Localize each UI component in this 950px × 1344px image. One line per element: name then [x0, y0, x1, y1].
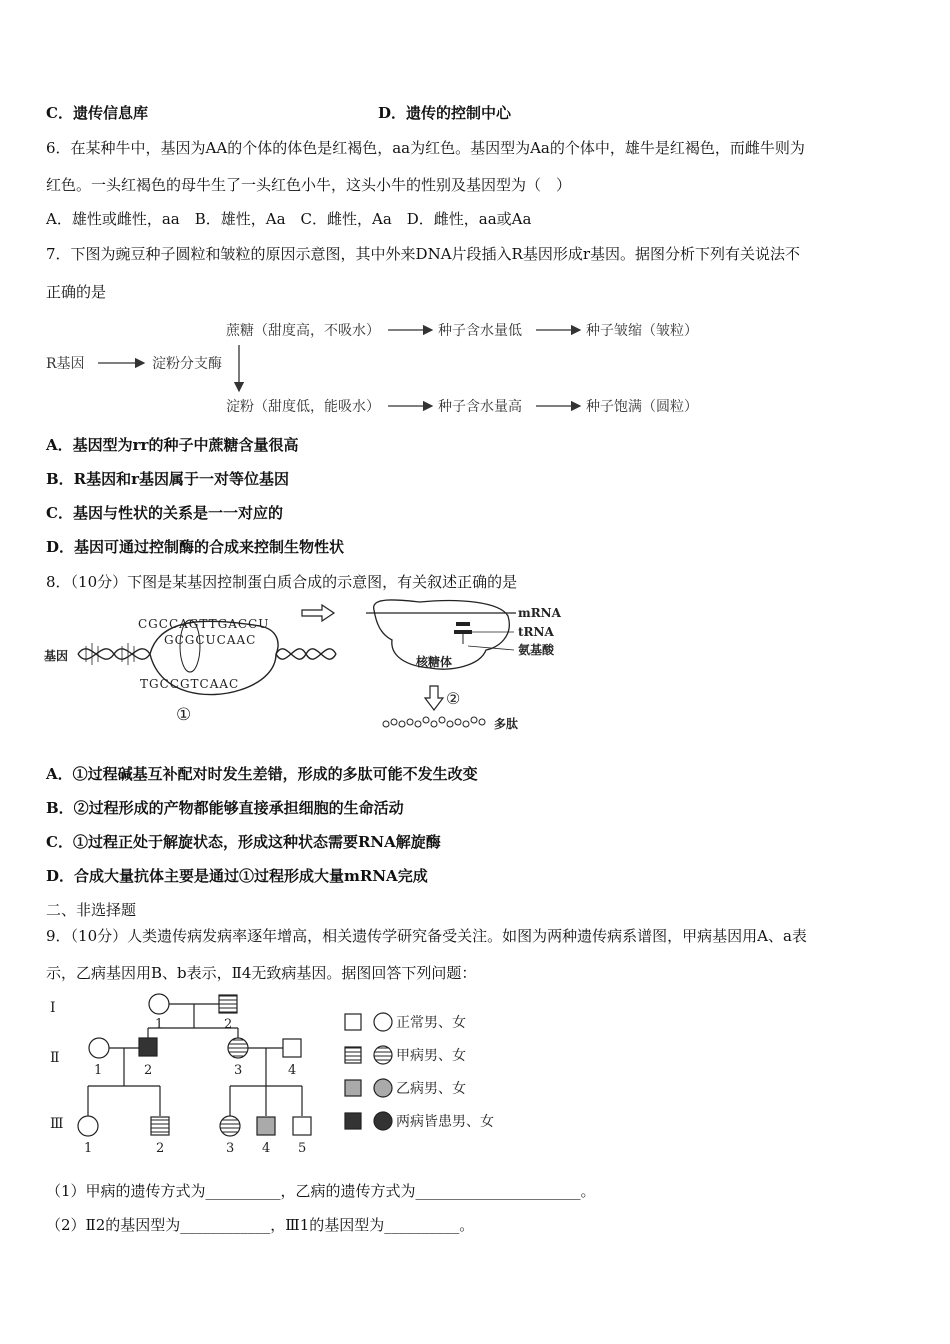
gen-3-label: Ⅲ [50, 1116, 64, 1132]
q7-wrinkled: 种子皱缩（皱粒） [586, 323, 698, 339]
II2-number: 2 [144, 1063, 153, 1078]
legend-both-male [345, 1113, 361, 1129]
q5-option-c: C．遗传信息库 [46, 104, 148, 122]
q7-round: 种子饱满（圆粒） [586, 399, 698, 415]
q6-stem-line2: 红色。一头红褐色的母牛生了一头红色小牛，这头小牛的性别及基因型为（ ） [46, 176, 572, 194]
II1-female-normal [89, 1038, 109, 1058]
q6-stem-line1: 6．在某种牛中，基因为AA的个体的体色是红褐色，aa为红色。基因型为Aa的个体中，雄牛是红褐色，而雌牛则为 [46, 139, 805, 157]
q8-step2: ② [446, 689, 461, 708]
q8-step1: ① [176, 705, 192, 725]
q9-pedigree [40, 990, 540, 1160]
legend-disease-a-label: 甲病男、女 [396, 1048, 466, 1064]
q7-stem-line2: 正确的是 [46, 283, 107, 301]
peptide-chain-icon [383, 717, 485, 727]
III1-female-normal [78, 1116, 98, 1136]
III1-number: 1 [84, 1141, 93, 1156]
gen-1-label: Ⅰ [50, 1000, 56, 1016]
gen-2-label: Ⅱ [50, 1050, 60, 1066]
q8-mid-seq: GCGCUCAAC [164, 633, 257, 647]
q7-option-d: D．基因可通过控制酶的合成来控制生物性状 [46, 538, 345, 556]
legend-disease-b-label: 乙病男、女 [396, 1081, 466, 1097]
II2-male-both [139, 1038, 157, 1056]
III2-male-disease-a [151, 1117, 169, 1135]
I1-female-normal [149, 994, 169, 1014]
legend-normal-female [374, 1013, 392, 1031]
I2-number: 2 [224, 1017, 233, 1032]
legend-normal-label: 正常男、女 [396, 1015, 466, 1031]
q5-option-d: D．遗传的控制中心 [378, 104, 512, 122]
III3-female-disease-a [220, 1116, 240, 1136]
q8-mrna-label: mRNA [518, 606, 561, 620]
q8-gene-label: 基因 [44, 649, 69, 663]
section-title: 二、非选择题 [46, 901, 137, 919]
III5-number: 5 [298, 1141, 307, 1156]
q7-r-gene: R基因 [46, 356, 85, 372]
legend-disease-a-female [374, 1046, 392, 1064]
q9-sub2: （2）Ⅱ2的基因型为____________，Ⅲ1的基因型为__________。 [46, 1216, 475, 1234]
q8-trna-label: tRNA [518, 625, 554, 639]
q8-diagram [40, 596, 600, 746]
q7-enzyme: 淀粉分支酶 [152, 356, 222, 372]
III5-male-normal [293, 1117, 311, 1135]
q7-option-b: B．R基因和r基因属于一对等位基因 [46, 470, 290, 488]
q8-amino-label: 氨基酸 [518, 643, 555, 657]
q8-ribosome-label: 核糖体 [416, 655, 453, 669]
I2-male-disease-a [219, 995, 237, 1013]
II4-male-normal [283, 1039, 301, 1057]
I1-number: 1 [155, 1017, 164, 1032]
legend-disease-a-male [345, 1047, 361, 1063]
q7-option-c: C．基因与性状的关系是一一对应的 [46, 504, 283, 522]
legend-disease-b-female [374, 1079, 392, 1097]
legend-both-label: 两病皆患男、女 [396, 1114, 494, 1130]
II3-number: 3 [234, 1063, 243, 1078]
II3-female-disease-a [228, 1038, 248, 1058]
q8-bottom-seq: TGCCGTCAAC [140, 677, 240, 691]
q7-starch: 淀粉（甜度低，能吸水） [226, 399, 380, 415]
q8-option-d: D．合成大量抗体主要是通过①过程形成大量mRNA完成 [46, 867, 428, 885]
legend-normal-male [345, 1014, 361, 1030]
process-arrow-icon [302, 605, 334, 621]
q9-stem-line1: 9．（10分）人类遗传病发病率逐年增高，相关遗传学研究备受关注。如图为两种遗传病系谱图，甲病基因用A、a表 [46, 927, 807, 945]
q7-diagram [40, 315, 720, 425]
q8-option-b: B．②过程形成的产物都能够直接承担细胞的生命活动 [46, 799, 404, 817]
q8-peptide-label: 多肽 [494, 717, 519, 731]
q8-top-seq: CGCCAGTTGACCU [138, 617, 270, 631]
q7-option-a: A．基因型为rr的种子中蔗糖含量很高 [46, 436, 299, 454]
legend-disease-b-male [345, 1080, 361, 1096]
q7-high-water: 种子含水量高 [438, 399, 522, 415]
q8-stem: 8．（10分）下图是某基因控制蛋白质合成的示意图，有关叙述正确的是 [46, 573, 518, 591]
q8-option-c: C．①过程正处于解旋状态，形成这种状态需要RNA解旋酶 [46, 833, 441, 851]
III3-number: 3 [226, 1141, 235, 1156]
II1-number: 1 [94, 1063, 103, 1078]
translation-arrow-icon [425, 686, 443, 710]
q6-options: A．雄性或雌性，aa B．雄性，Aa C．雌性，Aa D．雌性，aa或Aa [46, 210, 532, 228]
q9-sub1: （1）甲病的遗传方式为__________，乙病的遗传方式为______________________。 [46, 1182, 596, 1200]
q7-stem-line1: 7．下图为豌豆种子圆粒和皱粒的原因示意图，其中外来DNA片段插入R基因形成r基因。据图分析下列有关说法不 [46, 245, 800, 263]
q9-stem-line2: 示，乙病基因用B、b表示，Ⅱ4无致病基因。据图回答下列问题： [46, 964, 477, 982]
III2-number: 2 [156, 1141, 165, 1156]
q7-low-water: 种子含水量低 [438, 323, 522, 339]
III4-male-disease-b [257, 1117, 275, 1135]
III4-number: 4 [262, 1141, 271, 1156]
q8-option-a: A．①过程碱基互补配对时发生差错，形成的多肽可能不发生改变 [46, 765, 478, 783]
II4-number: 4 [288, 1063, 297, 1078]
legend-both-female [374, 1112, 392, 1130]
q7-sucrose: 蔗糖（甜度高，不吸水） [226, 323, 380, 339]
